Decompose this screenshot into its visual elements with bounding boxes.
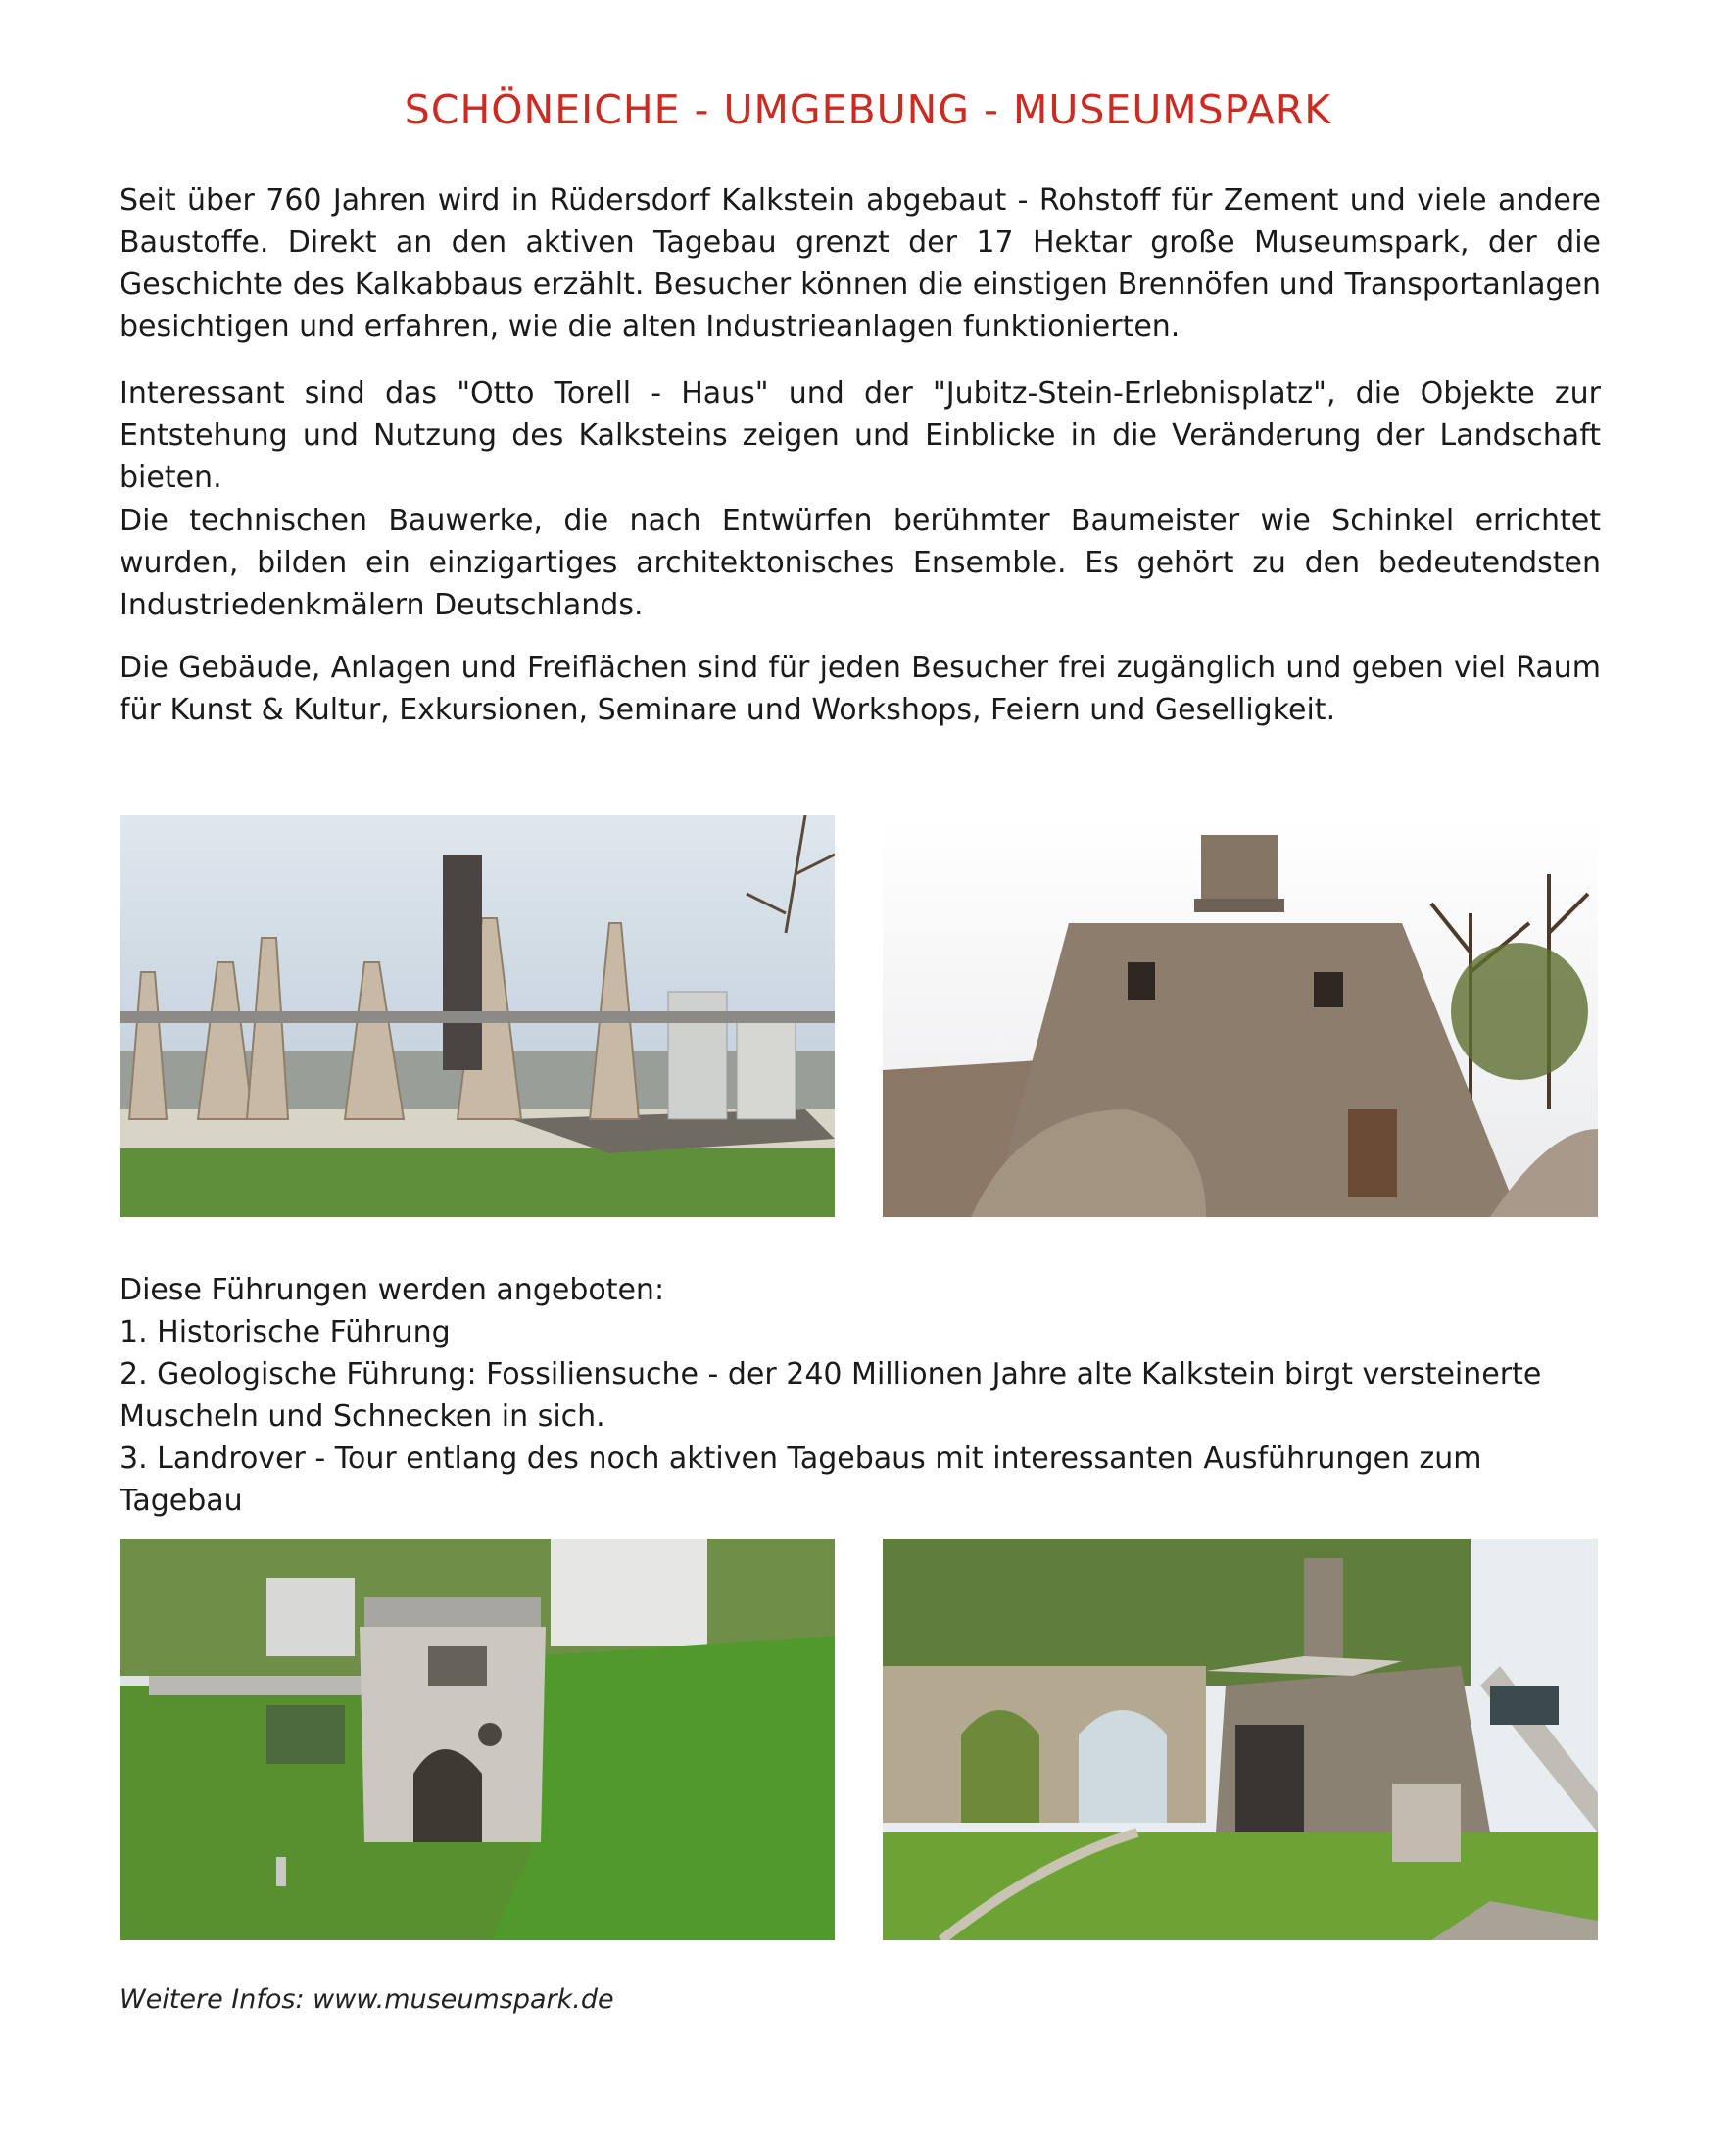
attractions-paragraph: Interessant sind das "Otto Torell - Haus" und der "Jubitz-Stein-Erlebnisplatz", die Objekte zur Entstehung und Nutzung des Kalksteins zeigen und Einblicke in die Veränderung der Landschaft bieten. — [120, 376, 1601, 495]
page-title: SCHÖNEICHE - UMGEBUNG - MUSEUMSPARK — [404, 86, 1332, 133]
tour-item: 3. Landrover - Tour entlang des noch aktiven Tagebaus mit interessanten Ausführungen zum Tagebau — [120, 1441, 1482, 1518]
photo-stone-kiln — [883, 815, 1598, 1217]
footer-info: Weitere Infos: www.museumspark.de — [120, 1984, 614, 2015]
tours-intro: Diese Führungen werden angeboten: — [120, 1273, 665, 1307]
intro-paragraph: Seit über 760 Jahren wird in Rüdersdorf Kalkstein abgebaut - Rohstoff für Zement und viele andere Baustoffe. Direkt an den aktiven Tagebau grenzt der 17 Hektar große Museumspark, der die Geschichte des Kalkabbaus erzählt. Besucher können die einstigen Brennöfen und Transportanlagen besichtigen und erfahren, wie die alten Industrieanlagen funktionierten. — [120, 183, 1601, 344]
photo-kiln-towers — [120, 815, 835, 1217]
tours-list — [120, 1269, 1601, 1522]
architecture-paragraph: Die technischen Bauwerke, die nach Entwürfen berühmter Baumeister wie Schinkel errichtet wurden, bilden ein einzigartiges architektonisches Ensemble. Es gehört zu den bedeutendsten Industriedenkmälern Deutschlands. — [120, 504, 1601, 622]
photo-bridge-gate — [120, 1539, 835, 1940]
access-paragraph: Die Gebäude, Anlagen und Freiflächen sind für jeden Besucher frei zugänglich und geben viel Raum für Kunst & Kultur, Exkursionen, Seminare und Workshops, Feiern und Geselligkeit. — [120, 651, 1601, 727]
tour-item: 2. Geologische Führung: Fossiliensuche - der 240 Millionen Jahre alte Kalkstein birgt versteinerte Muscheln und Schnecken in sich. — [120, 1357, 1542, 1434]
tour-item: 1. Historische Führung — [120, 1315, 451, 1349]
photo-aqueduct-kiln — [883, 1539, 1598, 1940]
